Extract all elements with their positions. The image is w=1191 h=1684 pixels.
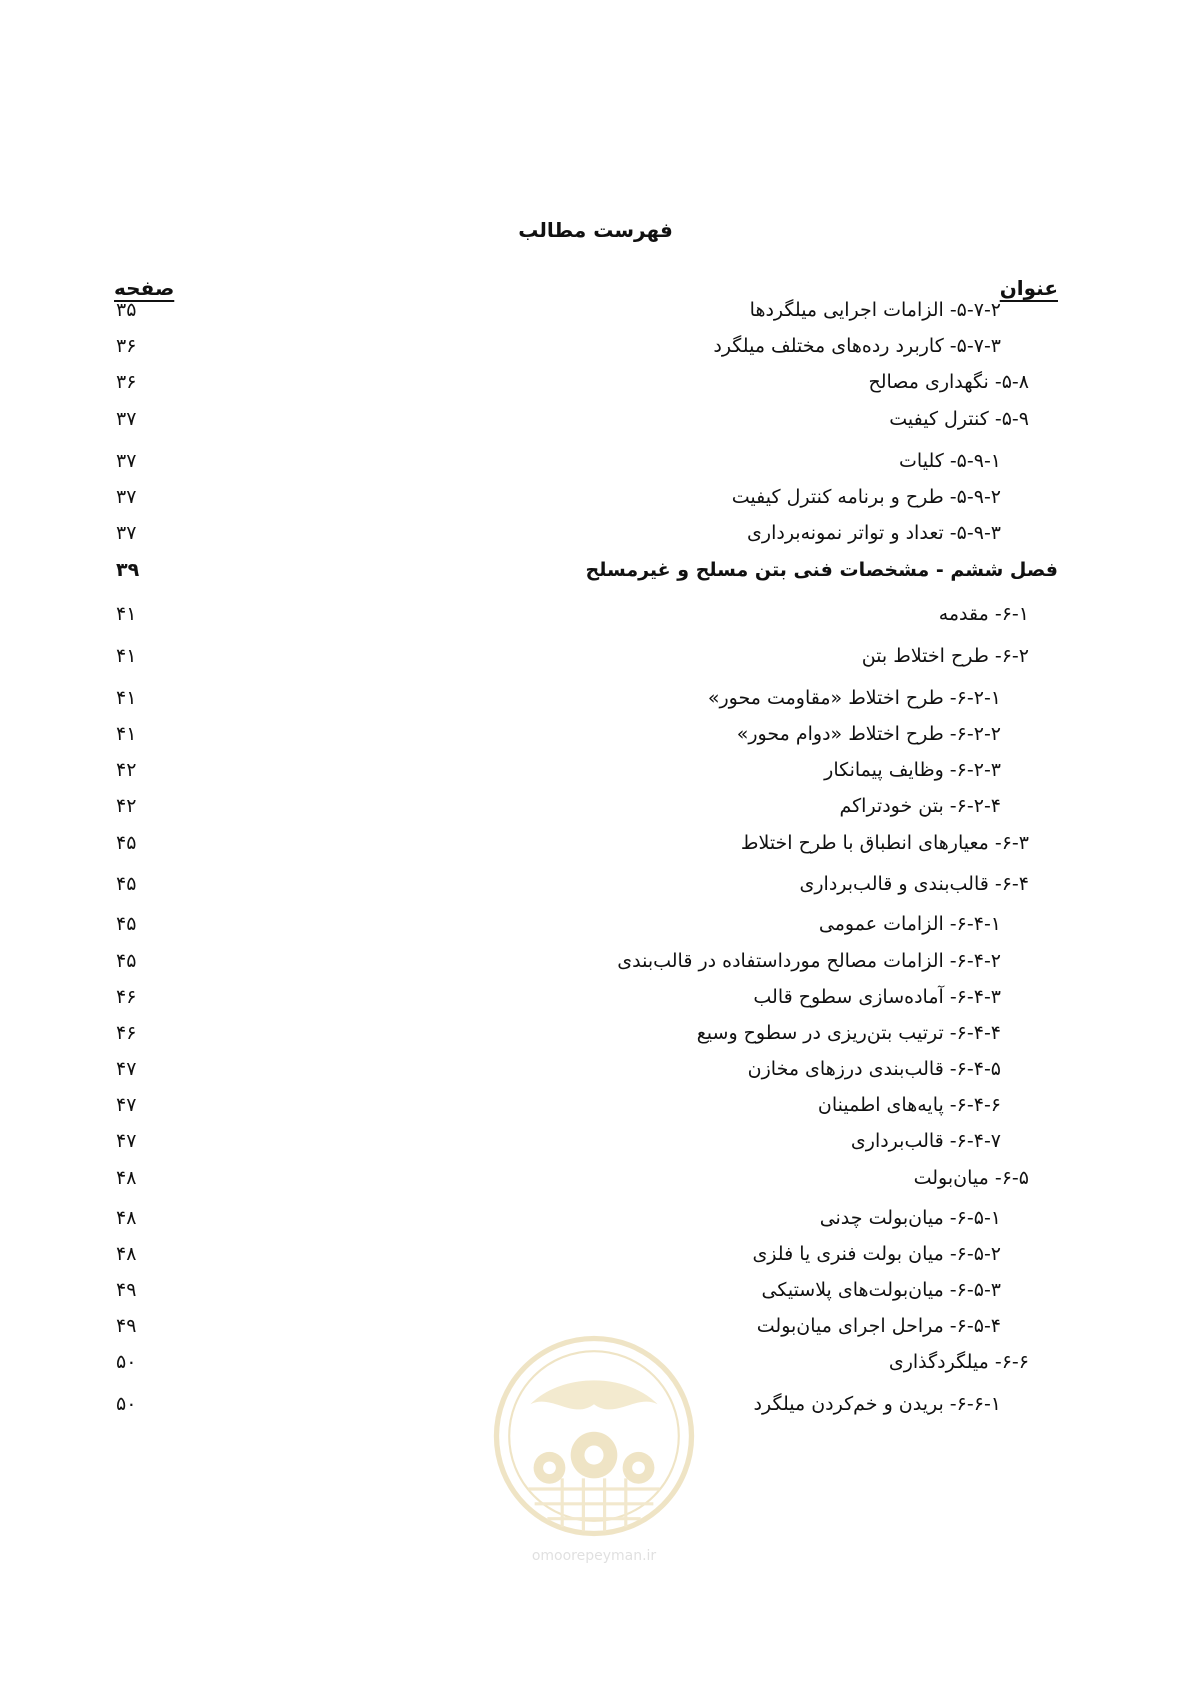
- toc-page-number: ۴۷: [116, 1094, 137, 1116]
- toc-entry-row: [0, 1161, 1191, 1195]
- toc-entry-title: ۶-۵-۴- مراحل اجرای میان‌بولت: [756, 1315, 1001, 1337]
- toc-page-number: ۴۱: [116, 645, 137, 667]
- toc-chapter-row: [0, 553, 1191, 587]
- toc-entry-title: ۶-۴-۱- الزامات عمومی: [818, 913, 1001, 935]
- toc-entry-title: ۶-۴-۴- ترتیب بتن‌ریزی در سطوح وسیع: [696, 1022, 1001, 1044]
- toc-entry-row: [0, 293, 1191, 327]
- toc-entry-row: [0, 717, 1191, 751]
- toc-entry-title: ۵-۷-۳- کاربرد رده‌های مختلف میلگرد: [713, 335, 1001, 357]
- toc-entry-row: [0, 907, 1191, 941]
- toc-entry-row: [0, 681, 1191, 715]
- toc-page-number: ۴۸: [116, 1167, 137, 1189]
- toc-page-number: ۴۶: [116, 986, 137, 1008]
- toc-page-number: ۳۷: [116, 486, 137, 508]
- toc-entry-title: ۵-۹-۳- تعداد و تواتر نمونه‌برداری: [747, 522, 1001, 544]
- toc-entry-title: ۶-۵-۲- میان بولت فنری یا فلزی: [752, 1243, 1001, 1265]
- toc-page-number: ۴۷: [116, 1058, 137, 1080]
- watermark-url: omoorepeyman.ir: [531, 1548, 657, 1564]
- toc-entry-title: ۶-۲-۱- طرح اختلاط «مقاومت محور»: [707, 687, 1001, 709]
- toc-page-number: ۴۲: [116, 795, 137, 817]
- toc-entry-title: ۶-۶-۱- بریدن و خم‌کردن میلگرد: [753, 1393, 1001, 1415]
- toc-entry-row: [0, 597, 1191, 631]
- toc-page-number: ۴۵: [116, 832, 137, 854]
- toc-page-number: ۳۵: [116, 299, 137, 321]
- toc-entry-row: [0, 1237, 1191, 1271]
- toc-page-number: ۴۱: [116, 723, 137, 745]
- toc-entry-row: [0, 1273, 1191, 1307]
- toc-page-number: ۴۸: [116, 1207, 137, 1229]
- toc-page-number: ۵۰: [116, 1393, 137, 1415]
- toc-entry-title: ۶-۲-۳- وظایف پیمانکار: [824, 759, 1001, 781]
- toc-page-number: ۳۶: [116, 335, 137, 357]
- toc-entry-row: [0, 1016, 1191, 1050]
- toc-entry-title: ۵-۹-۲- طرح و برنامه کنترل کیفیت: [731, 486, 1001, 508]
- toc-entry-title: ۶-۲-۴- بتن خودتراکم: [839, 795, 1001, 817]
- toc-entry-row: [0, 826, 1191, 860]
- title-column-header: عنوان: [999, 276, 1058, 300]
- toc-entry-row: [0, 1088, 1191, 1122]
- page-column-header: صفحه: [114, 276, 175, 300]
- toc-entry-title: ۶-۴-۷- قالب‌برداری: [850, 1130, 1001, 1152]
- toc-entry-row: [0, 1201, 1191, 1235]
- toc-entry-title: فصل ششم - مشخصات فنی بتن مسلح و غیرمسلح: [585, 559, 1058, 581]
- toc-page-number: ۴۵: [116, 913, 137, 935]
- toc-page-number: ۴۹: [116, 1315, 137, 1337]
- toc-page-number: ۴۲: [116, 759, 137, 781]
- toc-entry-row: [0, 1124, 1191, 1158]
- toc-entry-row: [0, 480, 1191, 514]
- toc-entry-title: ۵-۹- کنترل کیفیت: [889, 408, 1029, 430]
- toc-entry-title: ۶-۴-۵- قالب‌بندی درزهای مخازن: [747, 1058, 1001, 1080]
- toc-page-number: ۴۱: [116, 603, 137, 625]
- toc-entry-title: ۵-۷-۲- الزامات اجرایی میلگردها: [749, 299, 1001, 321]
- toc-page-number: ۳۷: [116, 450, 137, 472]
- toc-entry-title: ۵-۸- نگهداری مصالح: [868, 371, 1029, 393]
- toc-entry-row: [0, 444, 1191, 478]
- toc-entry-row: [0, 365, 1191, 399]
- toc-page-number: ۴۹: [116, 1279, 137, 1301]
- toc-entry-title: ۶-۵- میان‌بولت: [913, 1167, 1029, 1189]
- toc-page-number: ۳۶: [116, 371, 137, 393]
- toc-page-number: ۳۹: [116, 559, 140, 581]
- toc-page-number: ۴۶: [116, 1022, 137, 1044]
- toc-entry-title: ۵-۹-۱- کلیات: [899, 450, 1001, 472]
- toc-entry-title: ۶-۴-۲- الزامات مصالح مورداستفاده در قالب‌بندی: [617, 950, 1001, 972]
- watermark-logo-icon: [488, 1330, 700, 1542]
- toc-entry-title: ۶-۲-۲- طرح اختلاط «دوام محور»: [736, 723, 1001, 745]
- toc-entry-row: [0, 516, 1191, 550]
- toc-entry-title: ۶-۵-۳- میان‌بولت‌های پلاستیکی: [761, 1279, 1001, 1301]
- watermark: [488, 1330, 700, 1590]
- toc-page-number: ۴۱: [116, 687, 137, 709]
- toc-entry-title: ۶-۲- طرح اختلاط بتن: [861, 645, 1029, 667]
- toc-page-number: ۳۷: [116, 408, 137, 430]
- toc-entry-title: ۶-۵-۱- میان‌بولت چدنی: [819, 1207, 1001, 1229]
- toc-title: فهرست مطالب: [518, 218, 673, 242]
- toc-entry-row: [0, 789, 1191, 823]
- toc-page-number: ۳۷: [116, 522, 137, 544]
- toc-entry-row: [0, 944, 1191, 978]
- toc-entry-title: ۶-۴- قالب‌بندی و قالب‌برداری: [799, 873, 1029, 895]
- toc-page-number: ۴۷: [116, 1130, 137, 1152]
- toc-entry-title: ۶-۴-۳- آماده‌سازی سطوح قالب: [753, 986, 1001, 1008]
- toc-entry-row: [0, 867, 1191, 901]
- toc-entry-row: [0, 329, 1191, 363]
- toc-entry-row: [0, 639, 1191, 673]
- toc-entry-row: [0, 753, 1191, 787]
- toc-entry-title: ۶-۱- مقدمه: [938, 603, 1029, 625]
- toc-page-number: ۴۵: [116, 950, 137, 972]
- toc-page-number: ۵۰: [116, 1351, 137, 1373]
- toc-entry-title: ۶-۴-۶- پایه‌های اطمینان: [817, 1094, 1001, 1116]
- toc-entry-row: [0, 980, 1191, 1014]
- toc-entry-title: ۶-۳- معیارهای انطباق با طرح اختلاط: [740, 832, 1029, 854]
- toc-page-number: ۴۸: [116, 1243, 137, 1265]
- toc-page-number: ۴۵: [116, 873, 137, 895]
- toc-entry-title: ۶-۶- میلگردگذاری: [888, 1351, 1029, 1373]
- toc-entry-row: [0, 402, 1191, 436]
- toc-entry-row: [0, 1052, 1191, 1086]
